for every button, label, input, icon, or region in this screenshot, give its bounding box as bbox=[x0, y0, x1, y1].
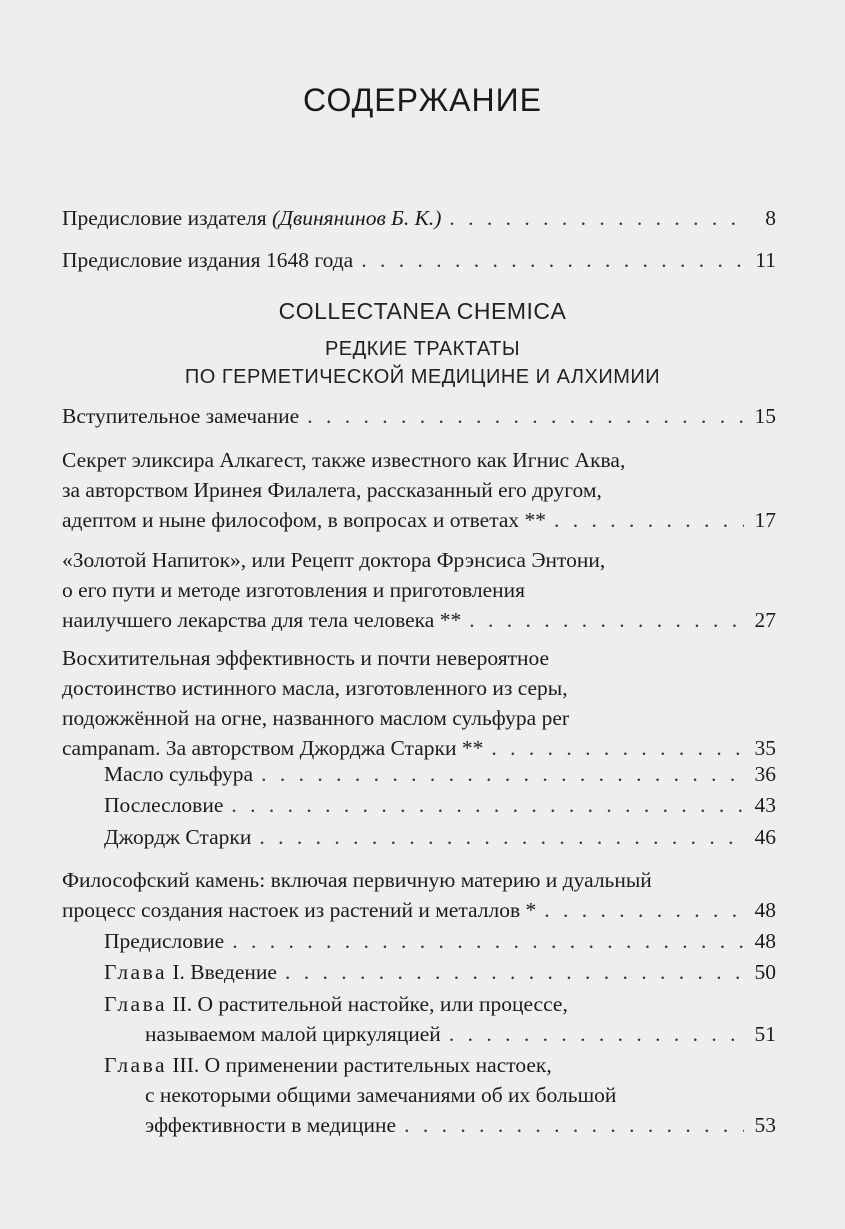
entry-text: campanam. За авторством Джорджа Старки ** bbox=[62, 736, 484, 760]
chapter-label: Глава bbox=[104, 960, 167, 984]
leader-dots bbox=[231, 790, 744, 820]
page-number: 48 bbox=[754, 929, 776, 953]
page-number: 15 bbox=[754, 404, 776, 428]
toc-subentry-afterword[interactable] bbox=[104, 790, 776, 820]
toc-subentry-starkey[interactable] bbox=[104, 822, 776, 852]
leader-dots bbox=[361, 245, 744, 275]
entry-text: Джордж Старки bbox=[104, 825, 252, 849]
toc-subentry-foreword[interactable] bbox=[104, 926, 776, 956]
leader-dots bbox=[469, 605, 744, 635]
toc-entry-sulphur-oil[interactable] bbox=[62, 643, 776, 763]
leader-dots bbox=[285, 957, 744, 987]
chapter-label: Глава bbox=[104, 992, 167, 1016]
toc-entry-golden-drink[interactable] bbox=[62, 545, 776, 635]
page-number: 8 bbox=[765, 206, 776, 230]
page-number: 43 bbox=[754, 793, 776, 817]
entry-text: Послесловие bbox=[104, 793, 224, 817]
entry-text: Вступительное замечание bbox=[62, 404, 300, 428]
section-title: COLLECTANEA CHEMICA bbox=[278, 298, 567, 324]
entry-text: эффективности в медицине bbox=[145, 1113, 397, 1137]
leader-dots bbox=[307, 401, 744, 431]
toc-entry-1648-preface[interactable] bbox=[62, 245, 776, 275]
entry-text: достоинство истинного масла, изготовленного из серы, bbox=[62, 676, 568, 700]
entry-text: III. О применении растительных настоек, bbox=[167, 1053, 552, 1077]
leader-dots bbox=[544, 895, 744, 925]
leader-dots bbox=[259, 822, 744, 852]
page-number: 53 bbox=[754, 1113, 776, 1137]
page-number: 50 bbox=[754, 960, 776, 984]
entry-text: Восхитительная эффективность и почти невероятное bbox=[62, 646, 550, 670]
leader-dots bbox=[232, 926, 744, 956]
entry-text: адептом и ныне философом, в вопросах и ответах ** bbox=[62, 508, 547, 532]
toc-entry-intro[interactable] bbox=[62, 401, 776, 431]
toc-subentry-chapter-3[interactable] bbox=[104, 1050, 776, 1140]
entry-text: Предисловие издателя bbox=[62, 206, 273, 230]
chapter-label: Глава bbox=[104, 1053, 167, 1077]
entry-text: «Золотой Напиток», или Рецепт доктора Фрэнсиса Энтони, bbox=[62, 548, 606, 572]
page-number: 17 bbox=[754, 508, 776, 532]
page-number: 11 bbox=[755, 248, 776, 272]
entry-text: подожжённой на огне, названного маслом сульфура per bbox=[62, 706, 570, 730]
leader-dots bbox=[554, 505, 744, 535]
leader-dots bbox=[261, 759, 744, 789]
page-title: СОДЕРЖАНИЕ bbox=[303, 82, 542, 118]
leader-dots bbox=[404, 1110, 744, 1140]
toc-entry-philosophers-stone[interactable] bbox=[62, 865, 776, 925]
entry-text: процесс создания настоек из растений и металлов * bbox=[62, 898, 537, 922]
page-number: 48 bbox=[754, 898, 776, 922]
entry-text: II. О растительной настойке, или процессе, bbox=[167, 992, 568, 1016]
entry-text: наилучшего лекарства для тела человека ** bbox=[62, 608, 462, 632]
entry-author: (Двинянинов Б. К.) bbox=[272, 206, 442, 230]
section-subtitle-2: ПО ГЕРМЕТИЧЕСКОЙ МЕДИЦИНЕ И АЛХИМИИ bbox=[184, 366, 661, 388]
entry-text: за авторством Иринея Филалета, рассказанный его другом, bbox=[62, 478, 602, 502]
toc-entry-publisher-preface[interactable] bbox=[62, 203, 776, 233]
entry-text: называемом малой циркуляцией bbox=[145, 1022, 441, 1046]
entry-text: Философский камень: включая первичную материю и дуальный bbox=[62, 868, 652, 892]
entry-text: о его пути и методе изготовления и приготовления bbox=[62, 578, 526, 602]
page-number: 46 bbox=[754, 825, 776, 849]
page-number: 27 bbox=[754, 608, 776, 632]
toc-entry-alkahest[interactable] bbox=[62, 445, 776, 535]
toc-subentry-chapter-1[interactable] bbox=[104, 957, 776, 987]
entry-text: Предисловие издания 1648 года bbox=[62, 248, 354, 272]
page-number: 35 bbox=[754, 736, 776, 760]
entry-text: Масло сульфура bbox=[104, 762, 254, 786]
entry-text: Предисловие bbox=[104, 929, 225, 953]
page-number: 51 bbox=[754, 1022, 776, 1046]
toc-subentry-chapter-2[interactable] bbox=[104, 989, 776, 1049]
leader-dots bbox=[449, 1019, 744, 1049]
section-subtitle: РЕДКИЕ ТРАКТАТЫ bbox=[324, 338, 521, 360]
leader-dots bbox=[449, 203, 744, 233]
entry-text: Секрет эликсира Алкагест, также известного как Игнис Аква, bbox=[62, 448, 626, 472]
entry-text: с некоторыми общими замечаниями об их большой bbox=[145, 1083, 617, 1107]
entry-text: I. Введение bbox=[167, 960, 277, 984]
page-number: 36 bbox=[754, 762, 776, 786]
toc-subentry-sulphur-oil[interactable] bbox=[104, 759, 776, 789]
